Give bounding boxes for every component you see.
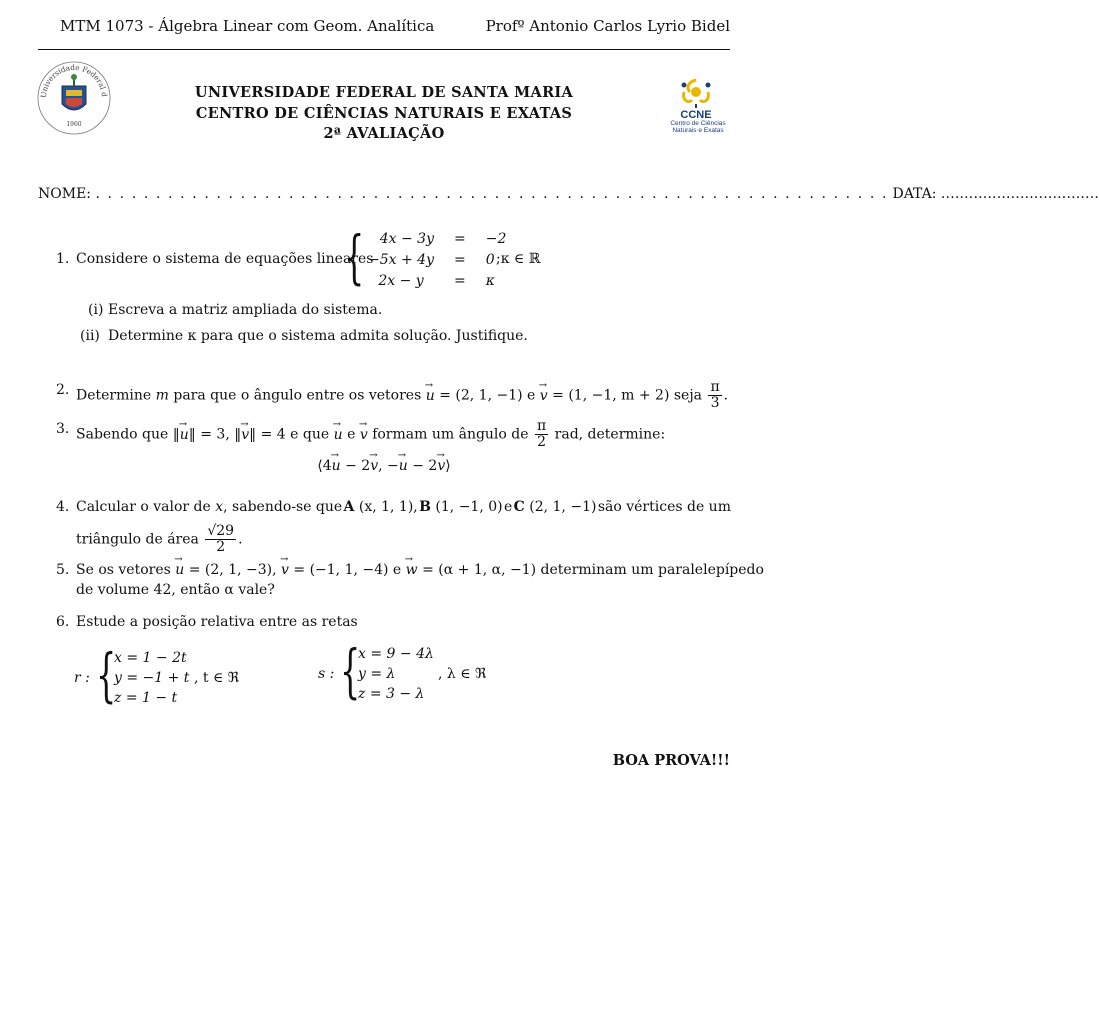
question-2-text: Determine m para que o ângulo entre os vetores → u = (2, 1, −1) e → v = (1, −1, m + 2) seja $\frac{\pi}{3}$ . [76, 380, 728, 411]
seal-text: Universidade Federal d [38, 62, 110, 99]
line-s-eq-y: y = λ [358, 666, 396, 682]
name-label: NOME: [38, 186, 91, 202]
ccne-acronym: CCNE [680, 109, 712, 121]
line-s-eq-x: x = 9 − 4λ [358, 646, 434, 662]
fraction-sqrt29-over-2: $\frac{√29}{2}$ [207, 523, 235, 555]
equation-row: 4x − 3y = −2 [379, 230, 507, 247]
item-i-text: Escreva a matriz ampliada do sistema. [108, 302, 383, 318]
line-s-param: , λ ∈ ℜ [438, 666, 487, 682]
question-1-text: Considere o sistema de equações lineares [76, 251, 374, 267]
question-1-number: 1. [56, 251, 70, 267]
question-3-expression: ⟨4→ u − 2→ v, −→ u − 2→ v⟩ [0, 456, 768, 477]
university-seal-logo [36, 60, 112, 136]
ccne-name: Centro de Ciências Naturais e Exatas [670, 120, 726, 134]
date-label: DATA: [892, 186, 937, 202]
vector-u: → u [426, 386, 435, 407]
item-ii-label: (ii) [80, 328, 100, 344]
line-r-label: r : [74, 670, 90, 686]
system-condition: ;κ ∈ ℝ [496, 251, 541, 267]
item-i-label: (i) [88, 302, 104, 318]
line-r-eq-x: x = 1 − 2t [114, 650, 187, 666]
name-field[interactable]: . . . . . . . . . . . . . . . . . . . . . . . . . . . . . . . . . . . . . . . . . . . . . . . . . . . . . . . . . . . . . . . . . . [95, 186, 889, 202]
question-4-line1: Calcular o valor de x, sabendo-se que A (x, 1, 1), B (1, −1, 0) e C (2, 1, −1) são vértices de um [76, 499, 731, 515]
vector-v: → v [540, 386, 548, 407]
closing-message: BOA PROVA!!! [612, 752, 730, 769]
equation-row: −5x + 4y = 0 [368, 251, 495, 268]
question-4-line2: triângulo de área $\frac{√29}{2}$ . [76, 523, 243, 555]
line-s-brace: { [340, 637, 361, 705]
line-s-eq-z: z = 3 − λ [358, 686, 425, 702]
question-5-line2: de volume 42, então α vale? [76, 582, 275, 598]
question-6-number: 6. [56, 614, 70, 630]
seal-year: 1960 [66, 121, 82, 128]
name-date-line [38, 186, 1099, 202]
item-ii-text: Determine κ para que o sistema admita solução. Justifique. [108, 328, 528, 344]
line-r-eq-z: z = 1 − t [114, 690, 178, 706]
course-title: MTM 1073 - Álgebra Linear com Geom. Analítica [60, 17, 435, 35]
fraction-pi-over-3: $\frac{\pi}{3}$ [710, 379, 720, 411]
system-brace: { [344, 223, 365, 291]
center-name: CENTRO DE CIÊNCIAS NATURAIS E EXATAS [195, 105, 573, 122]
question-5-number: 5. [56, 562, 70, 578]
question-6-text: Estude a posição relativa entre as retas [76, 614, 358, 630]
question-5-line1: Se os vetores → u = (2, 1, −3), → v = (−1, 1, −4) e → w = (α + 1, α, −1) determinam um paralelepípedo [76, 560, 764, 581]
linear-system [362, 228, 512, 291]
date-field[interactable]: .................................. [940, 186, 1099, 202]
line-r-brace: { [96, 641, 117, 709]
question-2-number: 2. [56, 382, 70, 398]
fraction-pi-over-2: $\frac{\pi}{2}$ [537, 418, 547, 450]
equation-row: 2x − y = κ [378, 272, 495, 289]
question-3-number: 3. [56, 421, 70, 437]
university-name: UNIVERSIDADE FEDERAL DE SANTA MARIA [194, 84, 574, 101]
ccne-logo [662, 70, 734, 140]
question-4-number: 4. [56, 499, 70, 515]
header-rule [38, 49, 730, 50]
professor-name: Profº Antonio Carlos Lyrio Bidel [485, 17, 730, 35]
exam-title: 2ª AVALIAÇÃO [323, 125, 445, 142]
line-r-param: , t ∈ ℜ [194, 670, 240, 686]
line-r-eq-y: y = −1 + t [114, 670, 190, 686]
question-3-text: Sabendo que ‖→ u‖ = 3, ‖→ v‖ = 4 e que → u e → v formam um ângulo de $\frac{\pi}{2}$ rad, determine: [76, 419, 665, 450]
line-s-label: s : [318, 666, 335, 682]
